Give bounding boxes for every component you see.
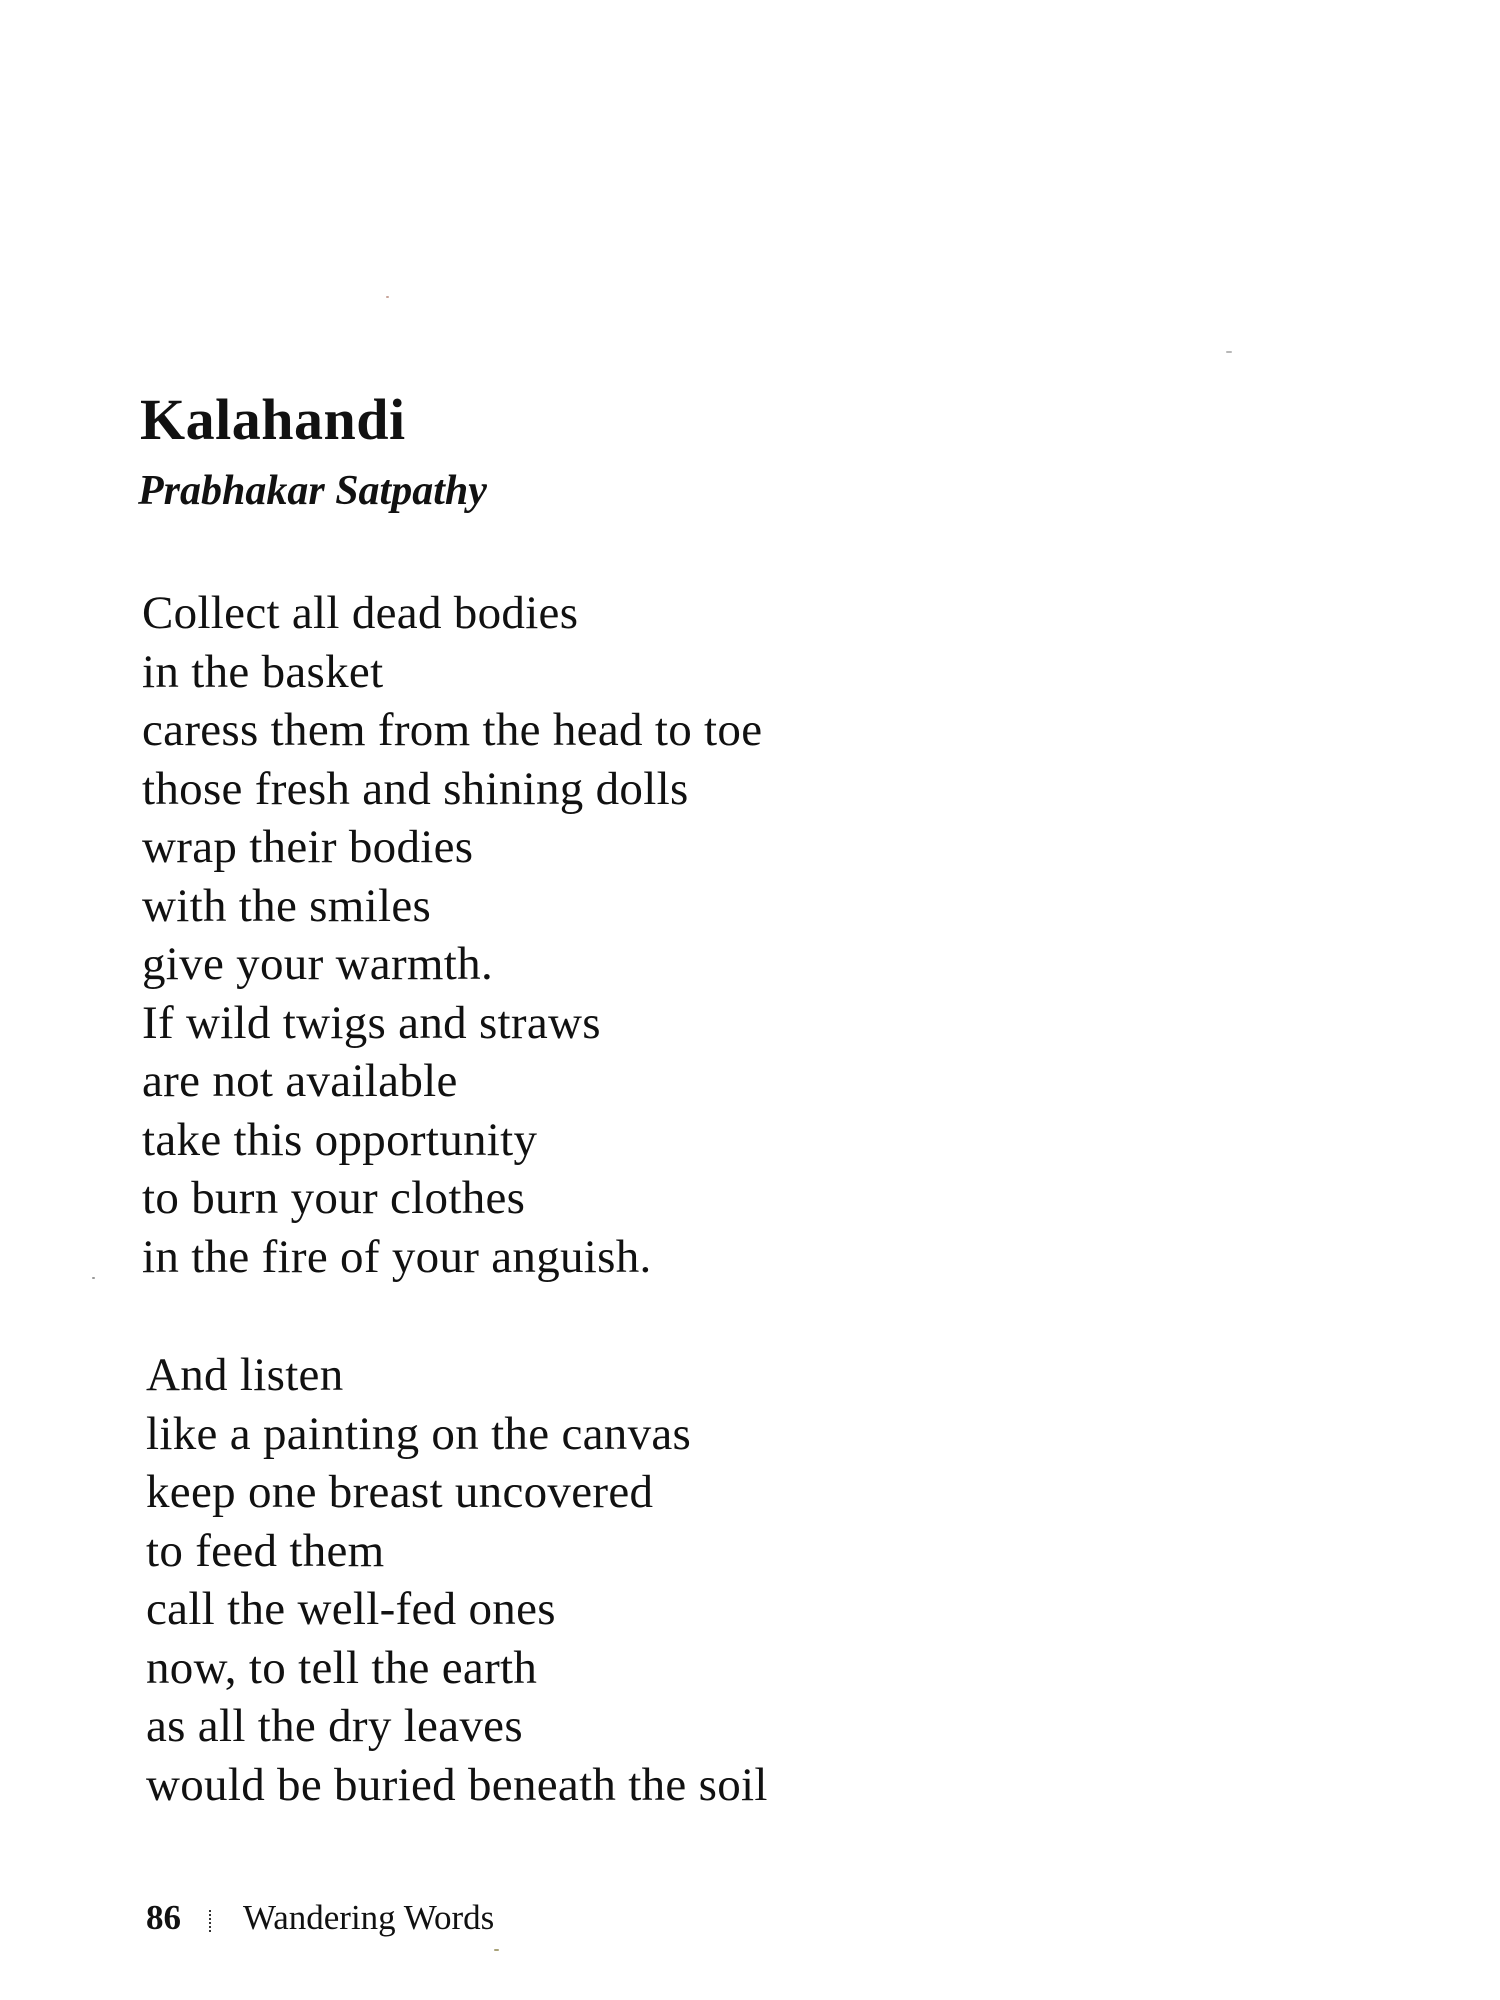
poem-stanza-2 xyxy=(146,1346,768,1814)
poem-line: caress them from the head to toe xyxy=(142,704,763,756)
poem-stanza-1 xyxy=(142,584,762,1286)
poem-line: with the smiles xyxy=(142,879,432,932)
poem-line: give your warmth. xyxy=(142,938,493,990)
print-speck xyxy=(494,1949,499,1951)
print-speck xyxy=(92,1277,95,1279)
poem-line: Collect all dead bodies xyxy=(142,587,579,639)
poem-line: are not available xyxy=(142,1055,458,1107)
page-number: 86 xyxy=(146,1898,181,1937)
poem-line: And listen xyxy=(146,1349,344,1401)
poem-line: If wild twigs and straws xyxy=(142,996,601,1049)
print-speck xyxy=(386,296,389,298)
poem-line: would be buried beneath the soil xyxy=(146,1758,768,1811)
poem-line: call the well-fed ones xyxy=(146,1583,556,1635)
poem-title: Kalahandi xyxy=(140,387,406,452)
poem-line: keep one breast uncovered xyxy=(146,1466,654,1518)
page-footer xyxy=(146,1897,494,1939)
poem-line: to feed them xyxy=(146,1524,385,1577)
footer-separator xyxy=(209,1910,213,1932)
poem-line: in the basket xyxy=(142,645,384,698)
poem-line: now, to tell the earth xyxy=(146,1641,538,1694)
poem-line: like a painting on the canvas xyxy=(146,1407,692,1460)
book-title: Wandering Words xyxy=(243,1898,495,1937)
print-speck xyxy=(1226,351,1232,353)
poem-line: those fresh and shining dolls xyxy=(142,762,689,815)
poem-line: wrap their bodies xyxy=(142,821,474,873)
poem-line: to burn your clothes xyxy=(142,1172,526,1224)
poem-line: take this opportunity xyxy=(142,1113,538,1166)
poem-line: as all the dry leaves xyxy=(146,1700,523,1752)
poem-author: Prabhakar Satpathy xyxy=(138,468,487,514)
poem-line: in the fire of your anguish. xyxy=(142,1230,652,1283)
